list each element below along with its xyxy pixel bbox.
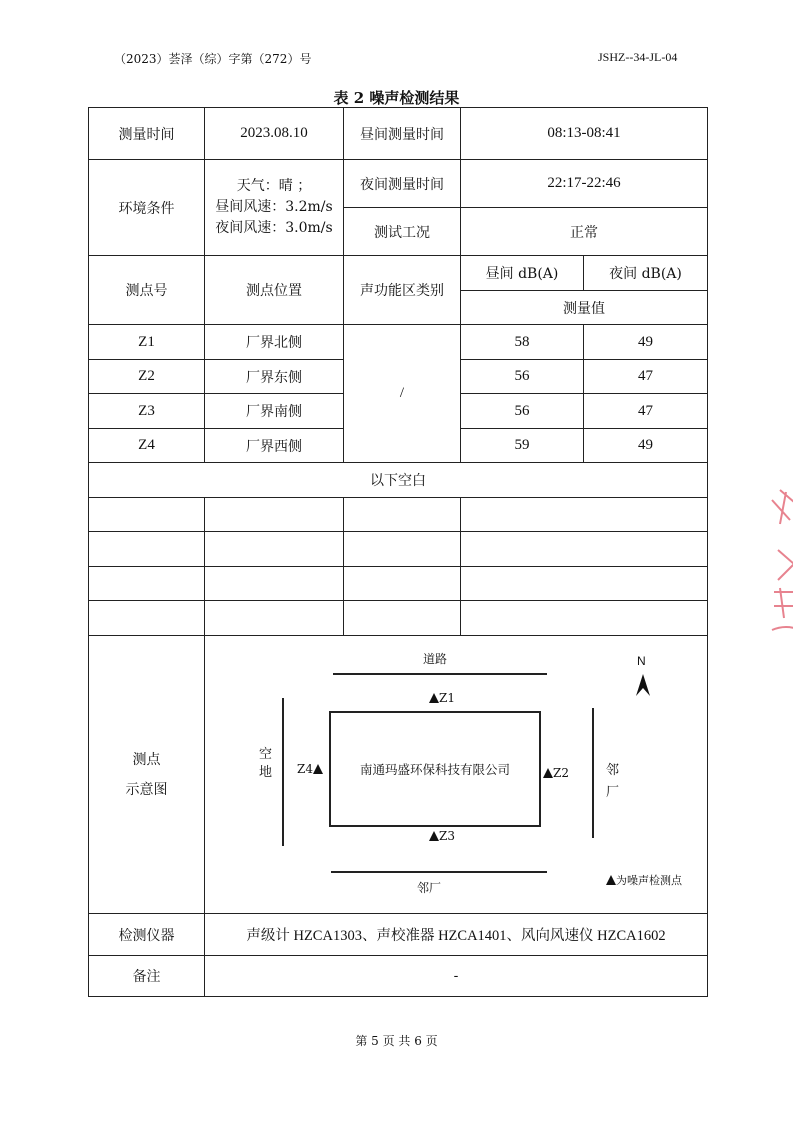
zone-value: / <box>344 325 461 463</box>
left-char2: 地 <box>259 765 273 780</box>
row-position: 厂界北侧 <box>205 325 344 360</box>
day-time-value: 08:13-08:41 <box>461 108 708 160</box>
night-time-value: 22:17-22:46 <box>461 160 708 208</box>
document-number: （2023）荟泽（综）字第（272）号 <box>114 52 312 66</box>
row-day: 56 <box>461 394 584 429</box>
weather: 天气：晴 ； <box>236 178 312 194</box>
row-id: Z2 <box>89 360 205 394</box>
instrument-label: 检测仪器 <box>89 914 205 956</box>
env-conditions <box>205 160 344 256</box>
form-code: JSHZ--34-JL-04 <box>598 50 678 64</box>
col-measured: 测量值 <box>461 291 708 325</box>
company-name: 南通玛盛环保科技有限公司 <box>359 762 510 777</box>
z1-label: Z1 <box>439 691 455 705</box>
right-char2: 厂 <box>606 785 620 800</box>
row-id: Z1 <box>89 325 205 360</box>
remark-label: 备注 <box>89 956 205 997</box>
row-day: 59 <box>461 429 584 463</box>
table-title: 表 2 噪声检测结果 <box>333 89 460 107</box>
triangle-icon <box>543 768 553 778</box>
page-footer: 第 5 页 共 6 页 <box>355 1034 438 1048</box>
triangle-icon <box>606 875 616 885</box>
row-night: 49 <box>584 325 708 360</box>
north-arrow-icon <box>633 672 653 698</box>
row-id: Z4 <box>89 429 205 463</box>
point-z3 <box>429 829 455 843</box>
day-wind: 昼间风速：3.2m/s <box>215 199 333 215</box>
z4-label: Z4 <box>297 762 313 776</box>
diagram-cell <box>205 636 708 914</box>
night-wind: 夜间风速：3.0m/s <box>215 220 333 236</box>
noise-result-table <box>88 107 708 997</box>
row-id: Z3 <box>89 394 205 429</box>
col-point-no: 测点号 <box>89 256 205 325</box>
diagram-label <box>89 636 205 914</box>
measure-date-label: 测量时间 <box>89 108 205 160</box>
seal-stamp <box>760 480 793 650</box>
triangle-icon <box>429 831 439 841</box>
empty-row <box>89 498 708 532</box>
point-z1 <box>429 691 455 705</box>
right-area-label <box>606 760 619 804</box>
row-position: 厂界西侧 <box>205 429 344 463</box>
blank-note: 以下空白 <box>89 463 708 498</box>
env-label: 环境条件 <box>89 160 205 256</box>
measure-date: 2023.08.10 <box>205 108 344 160</box>
diagram-label-line1: 测点 <box>132 751 161 768</box>
point-z2 <box>543 766 569 780</box>
road-line <box>333 673 547 675</box>
col-day: 昼间 dB(A) <box>461 256 584 291</box>
empty-row <box>89 532 708 567</box>
left-line <box>282 698 284 846</box>
day-time-label: 昼间测量时间 <box>344 108 461 160</box>
empty-row <box>89 601 708 636</box>
condition-value: 正常 <box>461 208 708 256</box>
instrument-list: 声级计 HZCA1303、声校准器 HZCA1401、风向风速仪 HZCA1602 <box>205 914 708 956</box>
site-diagram <box>205 636 707 912</box>
left-area-label <box>259 746 272 782</box>
night-time-label: 夜间测量时间 <box>344 160 461 208</box>
legend <box>606 872 682 888</box>
col-zone: 声功能区类别 <box>344 256 461 325</box>
company-building <box>329 711 541 827</box>
col-night: 夜间 dB(A) <box>584 256 708 291</box>
z2-label: Z2 <box>553 766 569 780</box>
legend-text: 为噪声检测点 <box>616 874 682 887</box>
row-day: 56 <box>461 360 584 394</box>
north-label: N <box>637 654 646 668</box>
row-position: 厂界东侧 <box>205 360 344 394</box>
triangle-icon <box>429 693 439 703</box>
left-char1: 空 <box>259 747 273 762</box>
z3-label: Z3 <box>439 829 455 843</box>
condition-label: 测试工况 <box>344 208 461 256</box>
row-night: 47 <box>584 394 708 429</box>
col-position: 测点位置 <box>205 256 344 325</box>
right-line <box>592 708 594 838</box>
row-day: 58 <box>461 325 584 360</box>
row-night: 47 <box>584 360 708 394</box>
row-position: 厂界南侧 <box>205 394 344 429</box>
row-night: 49 <box>584 429 708 463</box>
empty-row <box>89 567 708 601</box>
diagram-label-line2: 示意图 <box>125 781 168 798</box>
remark-value: - <box>205 956 708 997</box>
bottom-line <box>331 871 547 873</box>
triangle-icon <box>313 764 323 774</box>
point-z4 <box>297 762 323 776</box>
right-char1: 邻 <box>606 763 620 778</box>
road-label: 道路 <box>423 652 448 666</box>
bottom-label: 邻厂 <box>417 881 442 895</box>
